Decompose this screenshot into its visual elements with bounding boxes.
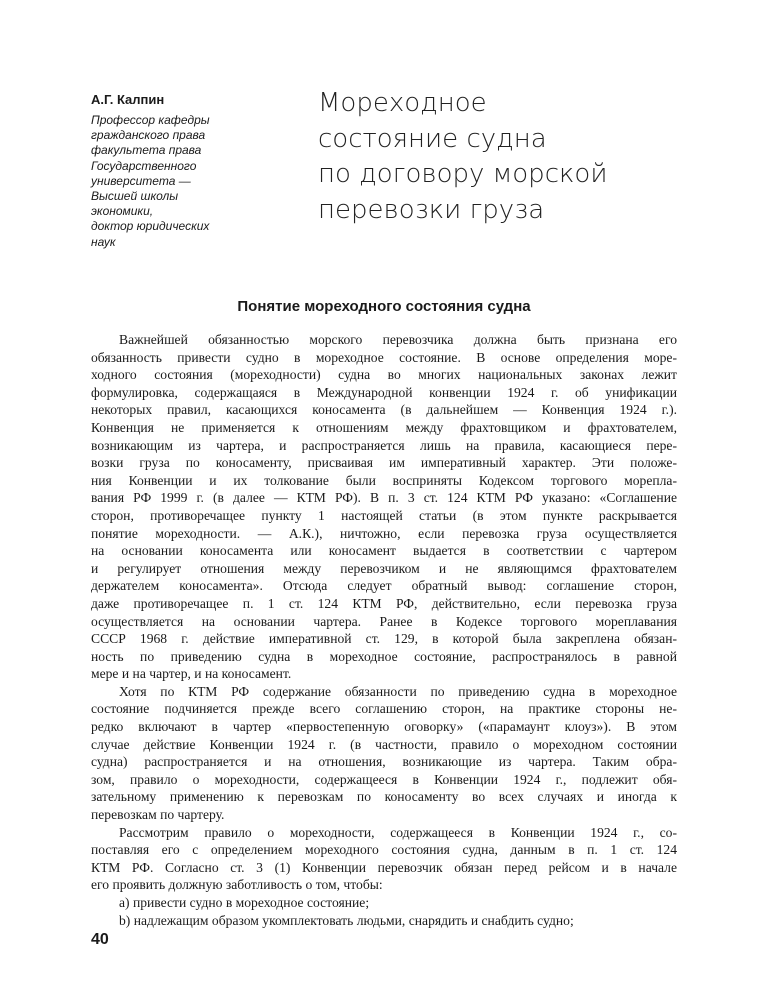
paragraph-line: редко включают в чартер «первостепенную оговорку» («парамаунт клоуз»). В этом: [91, 719, 677, 735]
paragraph-line: мере и на чартер, и на коносамент.: [91, 666, 292, 682]
paragraph-line: держателем коносамента». Отсюда следует обратный вывод: соглашение сторон,: [91, 578, 677, 594]
author-role-line: Государственного: [91, 158, 197, 173]
paragraph-line: СССР 1968 г. действие императивной ст. 129, в которой была закреплена обязан-: [91, 631, 677, 647]
title-line: по договору морской: [318, 159, 608, 189]
article-title: [318, 86, 718, 228]
title-line: состояние судна: [318, 123, 547, 154]
paragraph-line: Конвенция не применяется к отношениям между фрахтовщиком и фрахтователем,: [91, 419, 677, 435]
paragraph-line: поставляя его с определением мореходного состояния судна, данным в п. 1 ст. 124: [91, 842, 677, 858]
paragraph-line: сторон, противоречащее пункту 1 настоящей статьи (в этом пункте раскрывается: [91, 507, 677, 523]
paragraph-line: Рассмотрим правило о мореходности, содержащееся в Конвенции 1924 г., со-: [119, 824, 677, 840]
paragraph-line: состояние подчиняется прежде всего соглашению сторон, на практике стороны не-: [91, 701, 677, 717]
author-block: [91, 92, 291, 250]
title-line: Мореходное: [318, 88, 487, 118]
paragraph-line: вания РФ 1999 г. (в далее — КТМ РФ). В п. 3 ст. 124 КТМ РФ указано: «Соглашение: [91, 490, 677, 506]
paragraph-line: осуществляется на основании чартера. Ранее в Кодексе торгового мореплавания: [91, 613, 677, 629]
paragraph-line: даже противоречащее п. 1 ст. 124 КТМ РФ, действительно, если перевозка груза: [91, 595, 677, 611]
list-item: a) привести судно в мореходное состояние;: [119, 895, 370, 910]
paragraph-line: случае действие Конвенции 1924 г. (в частности, правило о мореходном состоянии: [91, 736, 677, 752]
paragraph-line: на основании коносамента или коносамент выдается в соответствии с чартером: [91, 543, 677, 559]
paragraph-line: понятие мореходности. — А.К.), ничтожно, если перевозка груза осуществляется: [91, 525, 677, 541]
paragraph-line: перевозкам по чартеру.: [91, 807, 225, 823]
paragraph-line: ходного состояния (мореходности) судна во многих национальных законах лежит: [91, 367, 677, 383]
section-heading: Понятие мореходного состояния судна: [237, 298, 531, 315]
author-role-line: доктор юридических: [91, 219, 210, 234]
author-role-line: гражданского права: [91, 128, 206, 143]
paragraph-line: обязанность привести судно в мореходное состояние. В основе определения море-: [91, 349, 677, 365]
author-role-line: экономики,: [91, 204, 154, 219]
author-name: А.Г. Калпин: [91, 92, 165, 107]
paragraph-line: зом, правило о мореходности, содержащееся в Конвенции 1924 г., подлежит обя-: [91, 771, 677, 787]
author-affiliation: [91, 113, 291, 250]
title-line: перевозки груза: [318, 194, 545, 225]
paragraph-line: и регулирует отношения между перевозчиком и не являющимся фрахтователем: [91, 560, 677, 576]
paragraph-line: зательному применению к перевозкам по коносаменту во всех случаях и иногда к: [91, 789, 677, 805]
page-number: 40: [91, 931, 109, 948]
author-role-line: наук: [91, 234, 116, 249]
paragraph-line: его проявить должную заботливость о том, чтобы:: [91, 877, 383, 893]
paragraph-line: возникающим из чартера, и распространяется лишь на правила, касающиеся пере-: [91, 437, 677, 453]
paragraph-line: ния Конвенции и их толкование были восприняты Кодексом торгового морепла-: [91, 472, 677, 488]
author-role-line: факультета права: [91, 143, 202, 158]
paragraph-line: КТМ РФ. Согласно ст. 3 (1) Конвенции перевозчик обязан перед рейсом и в начале: [91, 859, 677, 875]
paragraph-line: некоторых правил, касающихся коносамента (в дальнейшем — Конвенция 1924 г.).: [91, 402, 677, 418]
author-role-line: университета —: [91, 173, 191, 188]
paragraph-line: Важнейшей обязанностью морского перевозчика должна быть признана его: [119, 332, 677, 347]
author-role-line: Профессор кафедры: [91, 113, 210, 127]
paragraph-line: ность по приведению судна в мореходное состояние, распространялось в равной: [91, 648, 677, 664]
paragraph-line: Хотя по КТМ РФ содержание обязанности по приведению судна в мореходное: [119, 683, 677, 699]
paragraph-line: формулировка, содержащаяся в Международной конвенции 1924 г. об унификации: [91, 384, 677, 400]
author-role-line: Высшей школы: [91, 189, 179, 204]
body-text: [91, 331, 677, 929]
paragraph-line: судна) распространяется и на отношения, возникающие из чартера. Таким обра-: [91, 754, 677, 770]
list-item: b) надлежащим образом укомплектовать людьми, снарядить и снабдить судно;: [119, 912, 574, 928]
paragraph-line: возки груза по коносаменту, присваивая им императивный характер. Эти положе-: [91, 455, 677, 471]
